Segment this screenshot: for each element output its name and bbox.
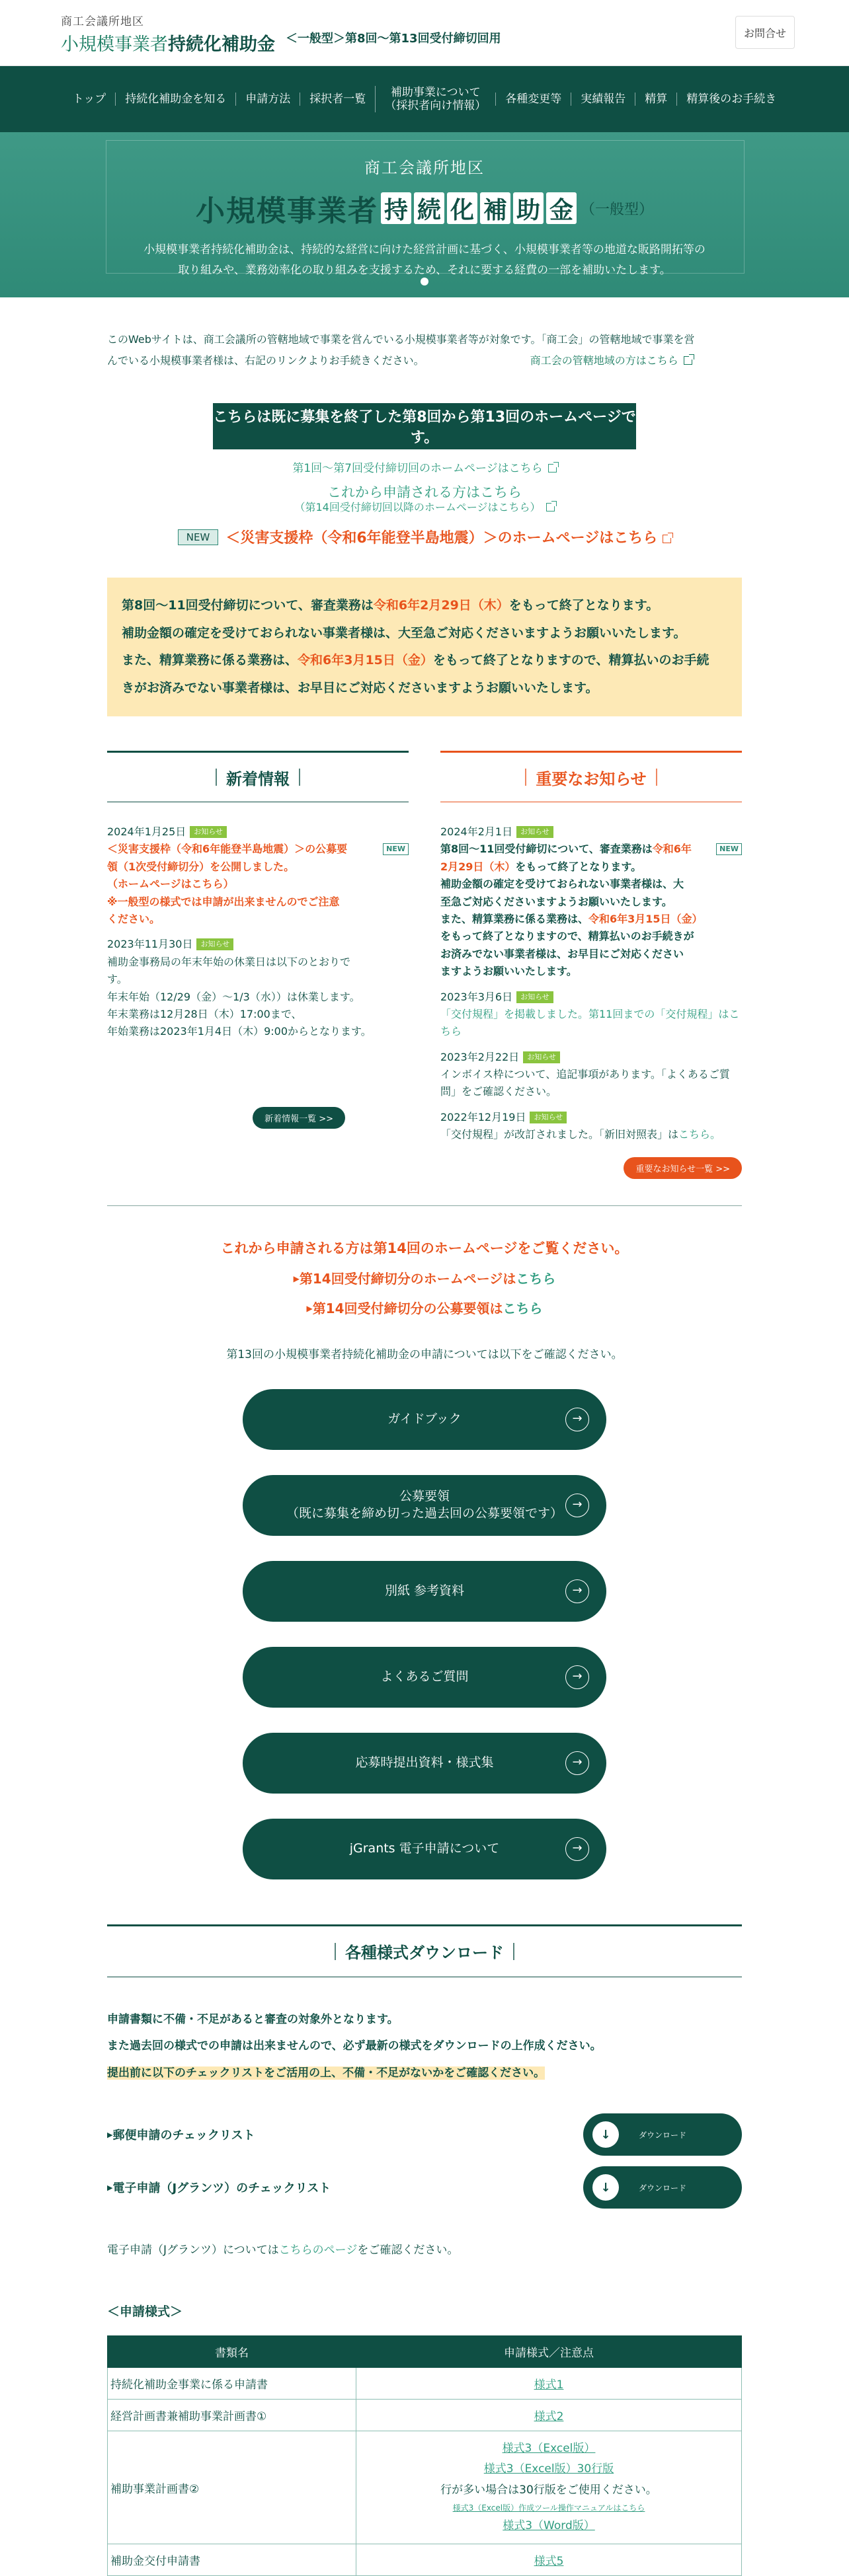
important-link[interactable]: 「交付規程」を掲載しました。第11回までの「交付規程」はこ ちら [440,1007,740,1038]
new-applicants-sub: （第14回受付締切回以降のホームページはこちら） [294,501,541,514]
news-section [107,751,742,1179]
faq-button[interactable]: よくあるご質問 → [243,1647,606,1708]
form-link[interactable]: 様式5 [534,2554,564,2568]
shokokai-link[interactable] [530,354,692,367]
apply-heading: これから申請される方は第14回のホームページをご覧ください。 [220,1240,629,1256]
new-applicants-link[interactable] [0,484,849,513]
nav-top[interactable]: トップ [72,92,106,106]
download-button[interactable]: ↓ ダウンロード [583,2113,742,2156]
news-date: 2024年1月25日 [107,825,186,838]
notice-text: 補助金額の確定を受けておられない事業者様は、大至急ご対応くださいますようお願いいたします。 [122,625,686,640]
notice-text: をもって終了となります。 [508,598,659,613]
hero-title-box: 化 [447,192,477,224]
hero-title-box: 補 [480,192,510,224]
arrow-right-icon: → [565,1408,589,1431]
confirm-text: 第13回の小規模事業者持続化補助金の申請については以下をご確認ください。 [226,1347,623,1361]
news-heading [107,751,409,802]
nav-about[interactable]: 持続化補助金を知る [115,93,235,106]
nav-adopted[interactable]: 採択者一覧 [300,93,375,106]
news-entry: 2023年11月30日 お知らせ 補助金事務局の年末年始の休業日は以下のとおりで す。 年末年始（12/29（金）〜1/3（水））は休業します。 年末業務は12月28日（木）17:00まで、 年始業務は2023年1月4日（木）9:00からとなります。 [107,938,372,1038]
triangle-right-icon: ▶ [107,2131,113,2140]
hero-description [0,240,849,280]
download-heading-label: 各種様式ダウンロード [345,1944,504,1963]
hero-title-box: 助 [513,192,544,224]
news-list-button[interactable]: 新着情報一覧 >> [253,1107,345,1129]
hero-title-main: 小規模事業者 [195,194,378,228]
important-notice-box [107,578,742,716]
center-links [0,459,849,513]
download-note: 申請書類に不備・不足があると審査の対象外となります。 [107,2012,399,2026]
hero-title-type: （一般型） [580,201,653,218]
arrow-right-icon: → [565,1665,589,1689]
nav-changes[interactable]: 各種変更等 [495,93,571,106]
table-row [108,2431,742,2544]
hero-title-box: 金 [546,192,577,224]
table-cell: 持続化補助金事業に係る申請書 [108,2368,356,2400]
closed-banner: こちらは既に募集を終了した第8回から第13回のホームページです。 [213,403,636,449]
disaster-support-link[interactable] [225,530,671,547]
jgrants-button[interactable]: jGrants 電子申請について → [243,1819,606,1879]
round14-guidelines-link[interactable]: こちら [503,1300,543,1316]
global-nav [0,66,849,132]
news-column [107,751,409,1179]
important-entry: 2024年2月1日 お知らせ NEW 第8回〜11回受付締切について、審査業務は令和6年 2月29日（木）をもって終了となります。 補助金額の確定を受けておられない事業者様は、大 至急ご対応くださいますようお願いいたします。 また、精算業務に係る業務は、令和6年3月15日（金） をもって終了となりますので、精算払いのお手続きが お済みでない事業者様は、お早目にご対応ください ますようお願いいたします。 [440,823,742,981]
arrow-right-icon: → [565,1494,589,1517]
triangle-right-icon: ▶ [107,2183,113,2193]
important-entry: 2022年12月19日 お知らせ 「交付規程」が改訂されました。「新旧対照表」はこちら。 [440,1110,721,1141]
form-link[interactable]: 様式3（Word版） [503,2519,595,2532]
guidelines-button[interactable]: 公募要領 （既に募集を締め切った過去回の公募要領です） → [243,1475,606,1536]
news-tag: お知らせ [196,938,233,950]
news-date: 2023年11月30日 [107,938,193,951]
hero-title [0,187,849,229]
important-list-button[interactable]: 重要なお知らせ一覧 >> [624,1157,742,1179]
news-link[interactable]: NEW ＜災害支援枠（令和6年能登半島地震）＞の公募要 領（1次受付締切分）を公開しました。 （ホームページはこちら） ※一般型の様式では申請が出来ませんのでご注意 ください。 [107,843,347,925]
download-notes [107,2006,742,2087]
apply-link-row: ▶第14回受付締切分のホームページはこちら [293,1270,556,1287]
external-link-icon [548,464,557,473]
site-header [0,0,849,66]
form-link[interactable]: 様式3（Excel版） [502,2442,596,2456]
reference-button[interactable]: 別紙 参考資料 → [243,1561,606,1622]
logo-subtitle: 商工会議所地区 [61,15,144,28]
apply-link-row: ▶第14回受付締切分の公募要領はこちら [306,1300,543,1316]
new-tag: NEW [383,843,409,855]
arrow-right-icon: → [565,1837,589,1861]
important-list [440,823,742,1144]
form-link[interactable]: 様式3（Excel版）30行版 [483,2462,614,2476]
new-badge: NEW [178,529,219,545]
nav-project[interactable] [375,86,495,113]
triangle-right-icon: ▶ [293,1273,300,1283]
notice-date: 令和6年3月15日（金） [298,653,433,668]
table-cell: 経営計画書兼補助事業計画書① [108,2400,356,2431]
triangle-right-icon: ▶ [306,1303,313,1313]
important-heading-label: 重要なお知らせ [536,769,647,788]
news-tag: お知らせ [516,991,553,1003]
download-item-label: 郵便申請のチェックリスト [112,2129,255,2143]
carousel-dot[interactable] [421,278,428,285]
download-row [107,2166,742,2209]
table-cell: 補助事業計画書② [108,2431,356,2544]
news-tag: お知らせ [516,826,553,838]
manual-link[interactable]: 様式3（Excel版）作成ツール操作マニュアルはこちら [452,2503,645,2513]
notice-text: きがお済みでない事業者様は、お早目にご対応くださいますようお願いいたします。 [122,680,598,695]
section-divider [107,1205,742,1206]
past-rounds-link[interactable] [0,459,849,475]
intro-line: このWebサイトは、商工会議所の管轄地域で事業を営んでいる小規模事業者等が対象です。「商工会」の管轄地域で事業を営 [107,333,695,346]
external-link-icon [684,356,692,365]
hero-subtitle: 商工会議所地区 [364,159,485,177]
important-heading [440,751,742,802]
important-link[interactable]: こちら。 [678,1128,721,1141]
table-header: 書類名 [108,2336,356,2368]
table-row [108,2368,742,2400]
nav-project-line1: 補助事業について [390,85,481,99]
jgrants-page-link[interactable]: こちらのページ [278,2244,358,2257]
notice-text: 第8回〜11回受付締切について、審査業務は [122,598,374,613]
arrow-right-icon: → [565,1579,589,1603]
contact-button[interactable]: お問合せ [735,16,795,49]
jgrants-note: 電子申請（Jグランツ）についてはこちらのページをご確認ください。 [107,2244,459,2257]
news-heading-label: 新着情報 [226,769,290,788]
hero-desc-line: 小規模事業者持続化補助金は、持続的な経営に向けた経営計画に基づく、小規模事業者等の地道な販路開拓等の [143,243,706,256]
news-tag: お知らせ [523,1051,560,1063]
form-link[interactable]: 様式2 [534,2410,564,2424]
nav-settlement[interactable]: 精算 [635,93,676,106]
hero-title-box: 持 [381,192,411,224]
site-logo[interactable] [61,12,275,56]
download-button[interactable]: ↓ ダウンロード [583,2166,742,2209]
external-link-icon [546,503,555,511]
past-rounds-label: 第1回〜第7回受付締切回のホームページはこちら [292,462,543,475]
download-heading [107,1924,742,1977]
download-icon: ↓ [592,2174,619,2201]
download-item-label: 電子申請（Jグランツ）のチェックリスト [112,2181,331,2196]
download-icon: ↓ [592,2121,619,2148]
arrow-right-icon: → [565,1751,589,1775]
nav-project-line2: （採択者向け情報） [385,99,487,112]
news-tag: お知らせ [190,826,227,838]
notice-date: 令和6年2月29日（木） [373,598,509,613]
news-date: 2023年2月22日 [440,1050,520,1063]
form-table-title: ＜申請様式＞ [107,2304,183,2320]
download-note-highlight: 提出前に以下のチェックリストをご活用の上、不備・不足がないかをご確認ください。 [107,2066,546,2080]
main-buttons [0,1389,849,1879]
disaster-support-label: ＜災害支援枠（令和6年能登半島地震）＞のホームページはこちら [225,530,658,547]
guidebook-button[interactable]: ガイドブック → [243,1389,606,1450]
disaster-link-row [0,527,849,547]
hero-banner [0,132,849,297]
important-column [440,751,742,1179]
intro-text [107,329,742,371]
nav-report[interactable]: 実績報告 [571,93,635,106]
news-date: 2023年3月6日 [440,990,513,1003]
table-header: 申請様式／注意点 [356,2336,742,2368]
news-date: 2022年12月19日 [440,1110,526,1123]
download-note: また過去回の様式での申請は出来ませんので、必ず最新の様式をダウンロードの上作成ください。 [107,2039,602,2053]
round14-home-link[interactable]: こちら [516,1270,556,1287]
form-note: 行が多い場合は30行版をご使用ください。 [440,2483,657,2497]
logo-title-part1: 小規模事業者 [61,34,168,55]
form-link[interactable]: 様式1 [534,2378,564,2392]
notice-text: また、精算業務に係る業務は、 [122,653,298,668]
shokokai-link-label: 商工会の管轄地域の方はこちら [530,354,678,367]
hero-desc-line: 取り組みや、業務効率化の取り組みを支援するため、それに要する経費の一部を補助いたします。 [178,263,671,277]
logo-title-part2: 持続化補助金 [168,34,275,55]
news-tag: お知らせ [530,1112,567,1123]
table-header-row [108,2336,742,2368]
table-cell: 補助金交付申請書 [108,2544,356,2575]
external-link-icon [663,535,671,543]
important-entry [440,989,742,1041]
new-tag: NEW [716,843,742,855]
download-row [107,2113,742,2156]
forms-button[interactable]: 応募時提出資料・様式集 → [243,1733,606,1794]
important-entry: 2023年2月22日 お知らせ インボイス枠について、追記事項があります。「よくあるご質 問」をご確認ください。 [440,1050,730,1098]
site-tagline: ＜一般型＞第8回〜第13回受付締切回用 [286,32,501,46]
new-applicants-label: これから申請される方はこちら [327,484,522,500]
news-list [107,823,409,1041]
hero-title-box: 続 [414,192,444,224]
nav-after-settlement[interactable]: 精算後のお手続き [676,93,786,106]
intro-line: んでいる小規模事業者様は、右記のリンクよりお手続きください。 [107,354,425,367]
table-row [108,2400,742,2431]
notice-text: をもって終了となりますので、精算払いのお手続 [432,653,709,668]
news-entry [107,823,409,928]
nav-apply[interactable]: 申請方法 [235,93,300,106]
news-date: 2024年2月1日 [440,825,513,838]
forms-table [107,2335,742,2576]
table-row [108,2544,742,2575]
